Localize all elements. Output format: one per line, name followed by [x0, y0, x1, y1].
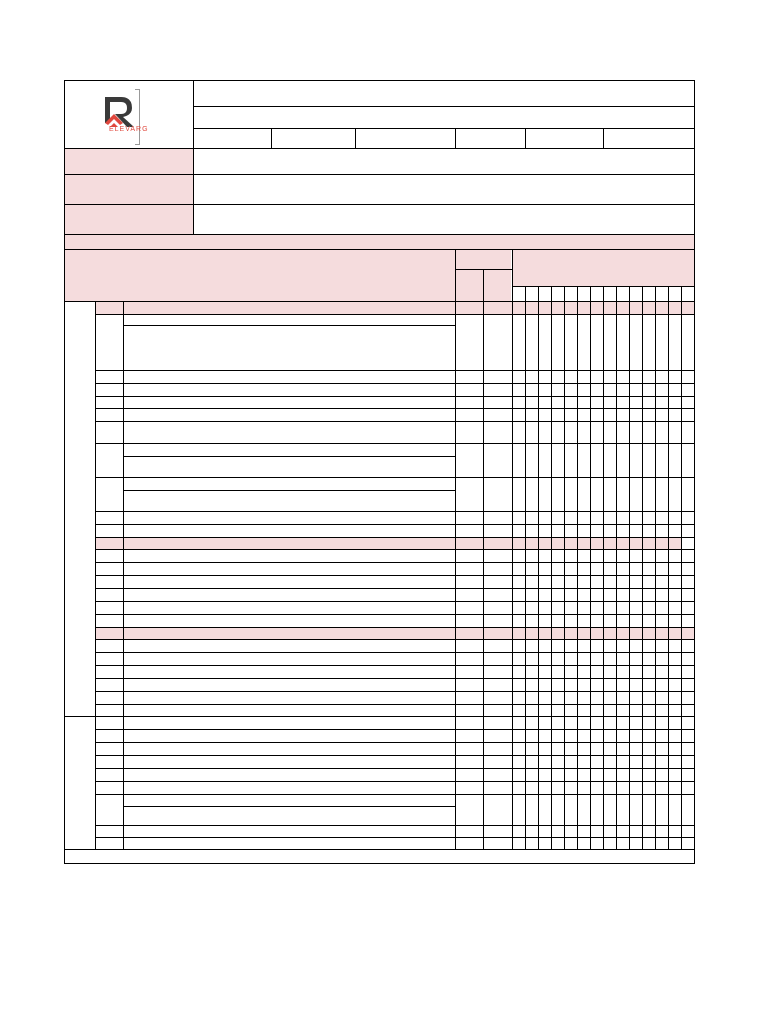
- section-bar: [65, 235, 694, 249]
- field-label-1: [65, 149, 193, 174]
- table-header-group-b: [512, 250, 694, 286]
- field-label-2: [65, 175, 193, 204]
- rg-monogram-logo: [101, 87, 153, 145]
- info-cell-3[interactable]: [359, 130, 455, 146]
- form-title: [197, 85, 691, 105]
- subsection-row-3: [95, 627, 694, 639]
- field-value-3[interactable]: [195, 207, 691, 233]
- logo-wordmark: ELEVARG: [109, 126, 149, 133]
- subsection-row-1: [95, 302, 694, 314]
- form-footer: [67, 851, 692, 863]
- info-cell-5[interactable]: [529, 130, 603, 146]
- info-cell-4[interactable]: [459, 130, 525, 146]
- logo-cell: [65, 81, 193, 148]
- form-subtitle: [197, 109, 691, 127]
- info-cell-2[interactable]: [275, 130, 355, 146]
- info-cell-1[interactable]: [197, 130, 271, 146]
- inspection-form: [64, 80, 695, 864]
- field-label-3: [65, 205, 193, 234]
- info-cell-6[interactable]: [607, 130, 691, 146]
- field-value-1[interactable]: [195, 151, 691, 173]
- field-value-2[interactable]: [195, 177, 691, 203]
- subsection-row-2: [95, 537, 682, 549]
- table-header-description: [65, 250, 455, 301]
